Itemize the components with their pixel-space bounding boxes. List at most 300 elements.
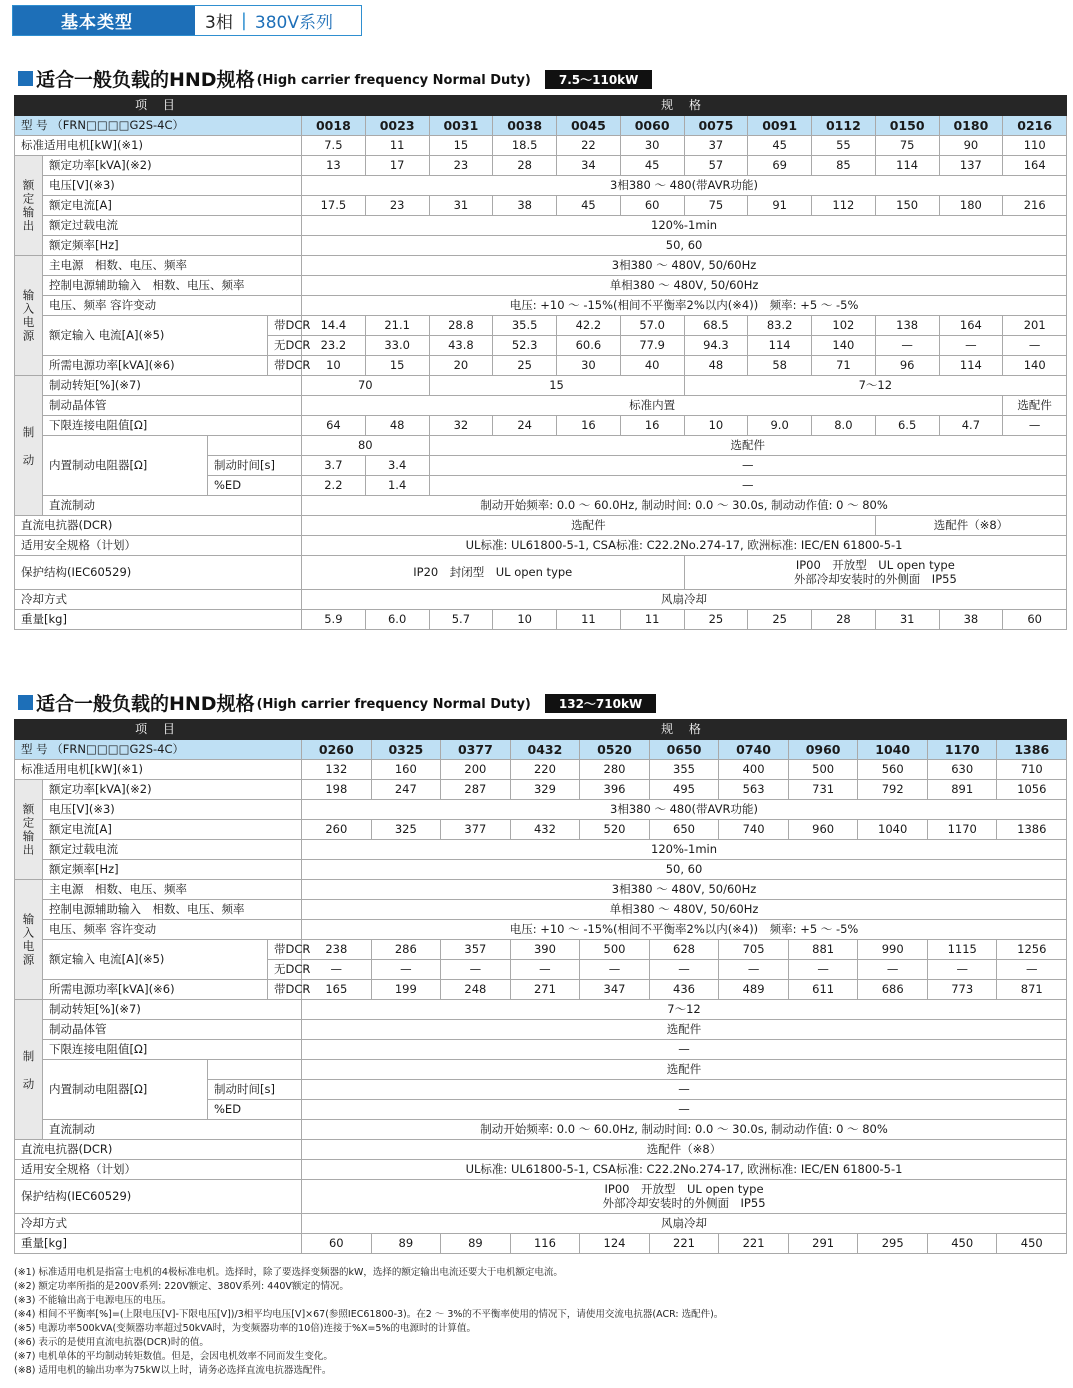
row-label: 下限连接电阻值[Ω]	[43, 1040, 302, 1060]
value-cell: 电压: +10 ～ -15%(相间不平衡率2%以内(※4)) 频率: +5 ～ -5%	[302, 920, 1067, 940]
capacity-row	[15, 780, 1067, 800]
model-cell: 1386	[997, 740, 1067, 760]
model-cell: 0023	[365, 116, 429, 136]
sub-label: 带DCR	[268, 356, 302, 376]
sub-label: 带DCR	[268, 980, 302, 1000]
value-cell: 140	[812, 336, 876, 356]
required-power-row	[15, 356, 1067, 376]
row-label: 电压、频率 容许变动	[43, 296, 302, 316]
variation-row	[15, 296, 1067, 316]
value-cell: 891	[927, 780, 997, 800]
safety-row	[15, 536, 1067, 556]
value-cell: 630	[927, 760, 997, 780]
value-cell: 55	[812, 136, 876, 156]
row-label: 保护结构(IEC60529)	[15, 1180, 302, 1214]
row-label: 标准适用电机[kW](※1)	[15, 760, 302, 780]
value-cell: 10	[684, 416, 748, 436]
cooling-row	[15, 590, 1067, 610]
value-cell: 风扇冷却	[302, 590, 1067, 610]
section-subheading: (High carrier frequency Normal Duty)	[256, 697, 531, 712]
section-title-2	[18, 689, 656, 716]
sub-label: 无DCR	[268, 336, 302, 356]
value-cell: 45	[557, 196, 621, 216]
value-cell: 80	[302, 436, 430, 456]
row-label: 额定频率[Hz]	[43, 236, 302, 256]
value-cell: 77.9	[620, 336, 684, 356]
value-cell: 57.0	[620, 316, 684, 336]
value-cell: 3相380 ～ 480(带AVR功能)	[302, 800, 1067, 820]
value-cell: 114	[939, 356, 1003, 376]
brake-torque-row	[15, 376, 1067, 396]
value-cell: 75	[875, 136, 939, 156]
value-cell: 31	[429, 196, 493, 216]
value-cell: 电压: +10 ～ -15%(相间不平衡率2%以内(※4)) 频率: +5 ～ -5%	[302, 296, 1067, 316]
row-label: 下限连接电阻值[Ω]	[43, 416, 302, 436]
value-cell: 357	[441, 940, 511, 960]
model-cell: 0045	[557, 116, 621, 136]
model-cell: 1170	[927, 740, 997, 760]
value-cell: 247	[371, 780, 441, 800]
value-cell: 11	[557, 610, 621, 630]
dc-reactor-row	[15, 1140, 1067, 1160]
value-cell: 75	[684, 196, 748, 216]
model-label: 型 号 （FRN□□□□G2S-4C）	[15, 740, 302, 760]
value-cell: 199	[371, 980, 441, 1000]
value-cell: —	[719, 960, 789, 980]
group-brake-label	[15, 376, 43, 516]
overload-row	[15, 840, 1067, 860]
value-cell: 286	[371, 940, 441, 960]
value-cell: 60	[620, 196, 684, 216]
value-cell: 705	[719, 940, 789, 960]
value-cell: 28	[493, 156, 557, 176]
model-cell: 0091	[748, 116, 812, 136]
weight-row	[15, 1234, 1067, 1254]
dc-brake-row	[15, 1120, 1067, 1140]
value-cell: 710	[997, 760, 1067, 780]
value-cell: 1040	[858, 820, 928, 840]
footnotes	[14, 1266, 723, 1378]
value-cell: 11	[620, 610, 684, 630]
model-cell: 0325	[371, 740, 441, 760]
voltage-row	[15, 800, 1067, 820]
row-label: 内置制动电阻器[Ω]	[43, 1060, 208, 1120]
value-cell: 10	[302, 356, 366, 376]
value-cell: 248	[441, 980, 511, 1000]
value-cell: 2.2	[302, 476, 366, 496]
value-cell: 221	[649, 1234, 719, 1254]
spec-header: 规 格	[302, 96, 1067, 116]
model-cell: 0216	[1003, 116, 1067, 136]
value-cell: 271	[510, 980, 580, 1000]
value-cell: 风扇冷却	[302, 1214, 1067, 1234]
value-cell: 选配件	[1003, 396, 1067, 416]
value-cell: 制动开始频率: 0.0 ～ 60.0Hz, 制动时间: 0.0 ～ 30.0s, 制动动作值: 0 ～ 80%	[302, 496, 1067, 516]
builtin-resistor-row	[15, 436, 1067, 456]
row-label: 主电源 相数、电压、频率	[43, 880, 302, 900]
table-header-row	[15, 720, 1067, 740]
row-label: 主电源 相数、电压、频率	[43, 256, 302, 276]
value-cell: —	[1003, 336, 1067, 356]
value-cell: 5.9	[302, 610, 366, 630]
value-cell: 23	[365, 196, 429, 216]
value-cell: 280	[580, 760, 650, 780]
basic-type-label: 基本类型	[13, 6, 195, 35]
model-cell: 0075	[684, 116, 748, 136]
value-cell: 138	[875, 316, 939, 336]
value-cell: 30	[557, 356, 621, 376]
value-cell: 58	[748, 356, 812, 376]
row-label: 额定功率[kVA](※2)	[43, 156, 302, 176]
row-label: 额定功率[kVA](※2)	[43, 780, 302, 800]
row-label: 控制电源辅助输入 相数、电压、频率	[43, 276, 302, 296]
value-cell: 731	[788, 780, 858, 800]
value-cell	[302, 1180, 1067, 1214]
row-label: 直流制动	[43, 1120, 302, 1140]
sub-label: %ED	[208, 1100, 302, 1120]
value-cell: 52.3	[493, 336, 557, 356]
main-power-row	[15, 880, 1067, 900]
value-cell: 45	[620, 156, 684, 176]
value-cell: 1115	[927, 940, 997, 960]
value-cell: 6.5	[875, 416, 939, 436]
value-cell: 150	[875, 196, 939, 216]
value-cell: —	[788, 960, 858, 980]
overload-row	[15, 216, 1067, 236]
value-cell: 37	[684, 136, 748, 156]
value-cell: 单相380 ～ 480V, 50/60Hz	[302, 276, 1067, 296]
value-cell: 94.3	[684, 336, 748, 356]
value-cell: 69	[748, 156, 812, 176]
row-label: 制动晶体管	[43, 396, 302, 416]
row-label: 额定电流[A]	[43, 196, 302, 216]
row-label: 额定输入 电流[A](※5)	[43, 316, 268, 356]
value-cell: 22	[557, 136, 621, 156]
value-cell: 40	[620, 356, 684, 376]
model-cell: 0377	[441, 740, 511, 760]
value-cell: 216	[1003, 196, 1067, 216]
row-label: 所需电源功率[kVA](※6)	[43, 356, 268, 376]
section-heading: 适合一般负载的HND规格	[36, 693, 255, 715]
divider: |	[240, 10, 247, 31]
value-cell: 495	[649, 780, 719, 800]
row-label: 直流电抗器(DCR)	[15, 516, 302, 536]
row-label: 控制电源辅助输入 相数、电压、频率	[43, 900, 302, 920]
value-cell: 45	[748, 136, 812, 156]
value-cell: 120%-1min	[302, 216, 1067, 236]
row-label: 制动转矩[%](※7)	[43, 376, 302, 396]
value-cell: 650	[649, 820, 719, 840]
sub-label: 制动时间[s]	[208, 456, 302, 476]
section-heading: 适合一般负载的HND规格	[36, 69, 255, 91]
sub-label: 带DCR	[268, 940, 302, 960]
value-cell: 164	[939, 316, 1003, 336]
value-cell: 17.5	[302, 196, 366, 216]
value-cell: 7.5	[302, 136, 366, 156]
value-line: 外部冷却安装时的外侧面 IP55	[602, 1195, 766, 1210]
value-cell: 200	[441, 760, 511, 780]
model-cell: 0960	[788, 740, 858, 760]
value-cell: 21.1	[365, 316, 429, 336]
value-cell: 23	[429, 156, 493, 176]
value-cell: —	[875, 336, 939, 356]
value-line: 外部冷却安装时的外侧面 IP55	[793, 571, 957, 586]
value-cell: 140	[1003, 356, 1067, 376]
value-cell: 180	[939, 196, 1003, 216]
value-cell: 16	[557, 416, 621, 436]
footnote: (※7) 电机单体的平均制动转矩数值。但是，会因电机效率不同而发生变化。	[14, 1351, 333, 1362]
item-header: 项 目	[15, 720, 302, 740]
group-input-label: 输入电源	[15, 256, 43, 376]
value-cell: 38	[939, 610, 1003, 630]
value-cell: 30	[620, 136, 684, 156]
value-cell: 28	[812, 610, 876, 630]
model-cell: 0432	[510, 740, 580, 760]
motor-row	[15, 136, 1067, 156]
model-cell: 0650	[649, 740, 719, 760]
builtin-resistor-row	[15, 1060, 1067, 1080]
value-cell: 23.2	[302, 336, 366, 356]
value-cell: —	[939, 336, 1003, 356]
current-row	[15, 196, 1067, 216]
value-cell: 347	[580, 980, 650, 1000]
value-cell: 选配件	[302, 1020, 1067, 1040]
value-cell: 11	[365, 136, 429, 156]
value-cell: 560	[858, 760, 928, 780]
group-input-label: 输入电源	[15, 880, 43, 1000]
row-label: 保护结构(IEC60529)	[15, 556, 302, 590]
value-cell: 10	[493, 610, 557, 630]
value-cell: 137	[939, 156, 1003, 176]
value-cell: 25	[493, 356, 557, 376]
phase-text: 3相	[205, 13, 233, 33]
aux-power-row	[15, 276, 1067, 296]
value-cell: 500	[788, 760, 858, 780]
aux-power-row	[15, 900, 1067, 920]
value-cell: —	[1003, 416, 1067, 436]
row-label: 重量[kg]	[15, 610, 302, 630]
group-brake-label	[15, 1000, 43, 1140]
value-cell: 15	[365, 356, 429, 376]
value-cell: 单相380 ～ 480V, 50/60Hz	[302, 900, 1067, 920]
value-cell: —	[371, 960, 441, 980]
value-cell: 291	[788, 1234, 858, 1254]
value-cell: 396	[580, 780, 650, 800]
value-cell: 102	[812, 316, 876, 336]
value-cell: 7～12	[302, 1000, 1067, 1020]
group-output-label: 额定输出	[15, 780, 43, 880]
value-cell: 114	[748, 336, 812, 356]
value-cell: 14.4	[302, 316, 366, 336]
safety-row	[15, 1160, 1067, 1180]
value-cell: 48	[684, 356, 748, 376]
value-cell: 89	[371, 1234, 441, 1254]
row-label: 标准适用电机[kW](※1)	[15, 136, 302, 156]
value-cell: 90	[939, 136, 1003, 156]
value-cell: 28.8	[429, 316, 493, 336]
value-cell: 3相380 ～ 480V, 50/60Hz	[302, 880, 1067, 900]
value-cell: 70	[302, 376, 430, 396]
model-cell: 0740	[719, 740, 789, 760]
value-cell: 450	[927, 1234, 997, 1254]
input-current-with-dcr-row	[15, 940, 1067, 960]
value-cell: —	[429, 456, 1067, 476]
value-cell: —	[997, 960, 1067, 980]
value-cell: 990	[858, 940, 928, 960]
value-cell: 201	[1003, 316, 1067, 336]
value-cell: 15	[429, 376, 684, 396]
value-cell: 112	[812, 196, 876, 216]
value-cell: —	[927, 960, 997, 980]
value-cell: 1386	[997, 820, 1067, 840]
value-cell: 4.7	[939, 416, 1003, 436]
value-cell: 1170	[927, 820, 997, 840]
value-cell: 390	[510, 940, 580, 960]
footnote: (※6) 表示的是使用直流电抗器(DCR)时的值。	[14, 1337, 209, 1348]
value-cell: 85	[812, 156, 876, 176]
value-cell: 611	[788, 980, 858, 1000]
value-cell: 628	[649, 940, 719, 960]
value-cell: 3.7	[302, 456, 366, 476]
value-cell: 33.0	[365, 336, 429, 356]
input-current-with-dcr-row	[15, 316, 1067, 336]
row-label: 适用安全规格（计划）	[15, 1160, 302, 1180]
value-cell: 355	[649, 760, 719, 780]
current-row	[15, 820, 1067, 840]
table-header-row	[15, 96, 1067, 116]
model-cell: 0018	[302, 116, 366, 136]
section-subheading: (High carrier frequency Normal Duty)	[256, 73, 531, 88]
row-label: 额定过载电流	[43, 840, 302, 860]
square-bullet-icon	[18, 71, 33, 86]
row-label: 直流制动	[43, 496, 302, 516]
value-cell: IP20 封闭型 UL open type	[302, 556, 685, 590]
value-cell: 489	[719, 980, 789, 1000]
capacity-row	[15, 156, 1067, 176]
value-cell: 221	[719, 1234, 789, 1254]
value-cell: 15	[429, 136, 493, 156]
value-cell: 238	[302, 940, 372, 960]
value-cell: 520	[580, 820, 650, 840]
value-cell: 1056	[997, 780, 1067, 800]
value-cell: —	[580, 960, 650, 980]
value-cell: 377	[441, 820, 511, 840]
model-cell: 0060	[620, 116, 684, 136]
sub-label: 带DCR	[268, 316, 302, 336]
value-cell: 60	[302, 1234, 372, 1254]
sub-label: %ED	[208, 476, 302, 496]
value-cell: 32	[429, 416, 493, 436]
value-cell: 50, 60	[302, 860, 1067, 880]
row-label: 电压[V](※3)	[43, 800, 302, 820]
main-power-row	[15, 256, 1067, 276]
value-line: IP00 开放型 UL open type	[604, 1181, 764, 1196]
power-range-badge: 7.5～110kW	[545, 70, 653, 89]
value-cell: 164	[1003, 156, 1067, 176]
required-power-row	[15, 980, 1067, 1000]
row-label: 内置制动电阻器[Ω]	[43, 436, 208, 496]
group-brake-char: 制	[22, 424, 35, 439]
min-resistance-row	[15, 416, 1067, 436]
footnote: (※3) 不能输出高于电源电压的电压。	[14, 1295, 172, 1306]
dc-reactor-row	[15, 516, 1067, 536]
value-cell: 295	[858, 1234, 928, 1254]
value-cell: 24	[493, 416, 557, 436]
footnote: (※1) 标准适用电机是指富士电机的4极标准电机。选择时，除了要选择变频器的kW，选择的额定输出电流还要大于电机额定电流。	[14, 1267, 563, 1278]
value-cell: 132	[302, 760, 372, 780]
value-cell: 48	[365, 416, 429, 436]
value-cell: 16	[620, 416, 684, 436]
value-cell: —	[510, 960, 580, 980]
row-label: 额定频率[Hz]	[43, 860, 302, 880]
value-cell: —	[441, 960, 511, 980]
row-label: 电压、频率 容许变动	[43, 920, 302, 940]
value-cell: 960	[788, 820, 858, 840]
sub-label: 制动时间[s]	[208, 1080, 302, 1100]
group-brake-char: 制	[22, 1048, 35, 1063]
value-cell: 400	[719, 760, 789, 780]
spec-table-1	[14, 95, 1067, 630]
value-cell: 83.2	[748, 316, 812, 336]
footnote: (※4) 相间不平衡率[%]=(上限电压[V]-下限电压[V])/3相平均电压[V]×67(参照IEC61800-3)。在2 ～ 3%的不平衡率使用的情况下，请使用交流电抗器(ACR: 选配件)。	[14, 1309, 724, 1320]
value-cell: 31	[875, 610, 939, 630]
row-label: 制动转矩[%](※7)	[43, 1000, 302, 1020]
value-cell: 68.5	[684, 316, 748, 336]
row-label: 额定过载电流	[43, 216, 302, 236]
item-header: 项 目	[15, 96, 302, 116]
value-cell: 57	[684, 156, 748, 176]
group-brake-char: 动	[22, 452, 35, 467]
motor-row	[15, 760, 1067, 780]
value-line: IP00 开放型 UL open type	[795, 557, 955, 572]
frequency-row	[15, 860, 1067, 880]
blank-cell	[208, 436, 302, 456]
series-header	[12, 5, 362, 36]
value-cell: UL标准: UL61800-5-1, CSA标准: C22.2No.274-17, 欧洲标准: IEC/EN 61800-5-1	[302, 1160, 1067, 1180]
variation-row	[15, 920, 1067, 940]
value-cell: 160	[371, 760, 441, 780]
value-cell: 64	[302, 416, 366, 436]
footnote: (※8) 适用电机的输出功率为75kW以上时，请务必选择直流电抗器选配件。	[14, 1365, 332, 1376]
value-cell: 制动开始频率: 0.0 ～ 60.0Hz, 制动时间: 0.0 ～ 30.0s, 制动动作值: 0 ～ 80%	[302, 1120, 1067, 1140]
value-cell: 5.7	[429, 610, 493, 630]
value-cell: 60.6	[557, 336, 621, 356]
phase-label	[195, 6, 333, 35]
value-cell: 124	[580, 1234, 650, 1254]
model-cell: 0031	[429, 116, 493, 136]
spec-table-2	[14, 719, 1067, 1254]
protection-row	[15, 556, 1067, 590]
footnote: (※5) 电源功率500kVA(变频器功率超过50kVA时，为变频器功率的10倍)连接于%X=5%的电源时的计算值。	[14, 1323, 477, 1334]
spec-header: 规 格	[302, 720, 1067, 740]
value-cell: 71	[812, 356, 876, 376]
row-label: 适用安全规格（计划）	[15, 536, 302, 556]
value-cell: 563	[719, 780, 789, 800]
value-cell: 1256	[997, 940, 1067, 960]
value-cell: 60	[1003, 610, 1067, 630]
value-cell: 8.0	[812, 416, 876, 436]
value-cell: 91	[748, 196, 812, 216]
row-label: 所需电源功率[kVA](※6)	[43, 980, 268, 1000]
value-cell: 50, 60	[302, 236, 1067, 256]
weight-row	[15, 610, 1067, 630]
value-cell: 792	[858, 780, 928, 800]
row-label: 制动晶体管	[43, 1020, 302, 1040]
value-cell: 436	[649, 980, 719, 1000]
frequency-row	[15, 236, 1067, 256]
model-cell: 0180	[939, 116, 1003, 136]
model-cell: 0520	[580, 740, 650, 760]
